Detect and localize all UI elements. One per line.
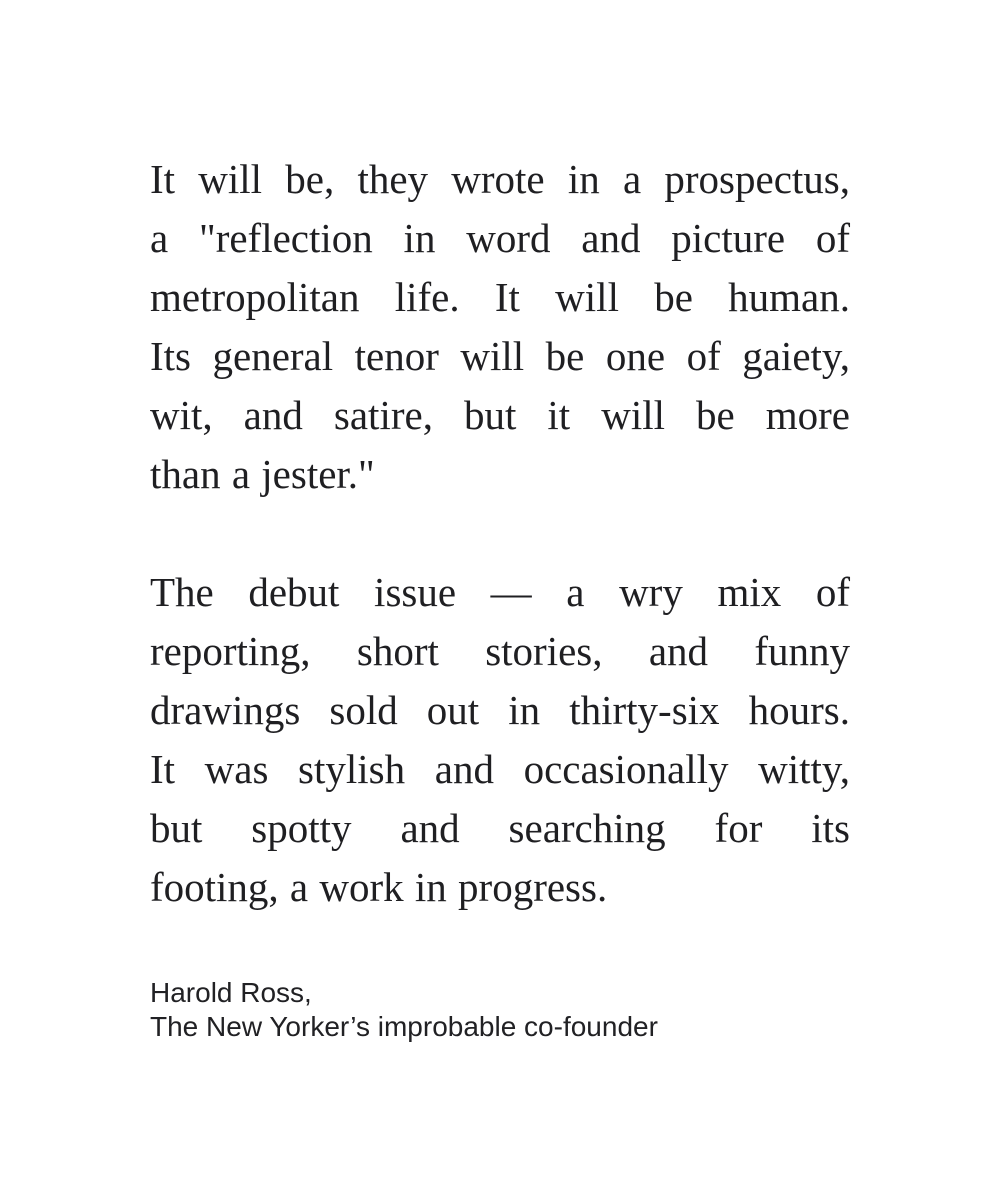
quote-line: reporting, short stories, and funny (150, 628, 850, 674)
quote-line: It was stylish and occasionally witty, (150, 746, 850, 792)
quote-line: than a jester." (150, 451, 375, 497)
quote-line: drawings sold out in thirty-six hours. (150, 687, 850, 733)
quote-line: but spotty and searching for its (150, 805, 850, 851)
quote-line: wit, and satire, but it will be more (150, 392, 850, 438)
quote-line: The debut issue — a wry mix of (150, 569, 850, 615)
quote-line: Its general tenor will be one of gaiety, (150, 333, 850, 379)
attribution-title: The New Yorker’s improbable co-founder (150, 1011, 658, 1042)
quote-line: a "reflection in word and picture of (150, 215, 850, 261)
quote-line: It will be, they wrote in a prospectus, (150, 156, 850, 202)
quote-paragraph-2 (150, 563, 850, 917)
attribution-name: Harold Ross, (150, 977, 312, 1008)
quote-line: footing, a work in progress. (150, 864, 608, 910)
quote-block (150, 150, 850, 1044)
quote-line: metropolitan life. It will be human. (150, 274, 850, 320)
attribution (150, 976, 850, 1044)
quote-paragraph-1 (150, 150, 850, 504)
